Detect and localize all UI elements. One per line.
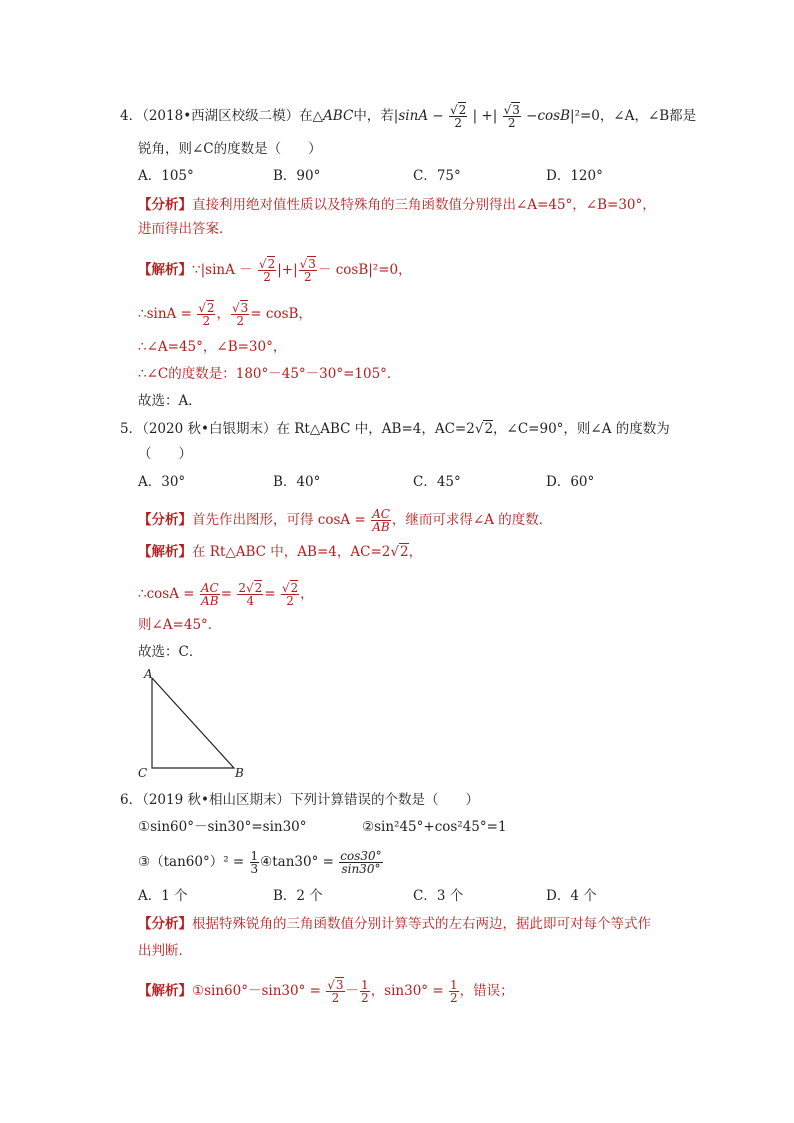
q6-item2: ②sin²45°+cos²45°=1: [362, 819, 507, 835]
q6-item1: ①sin60°－sin30°=sin30°: [138, 819, 307, 835]
q6-item3-frac-1-3: $\frac{1}{3}$: [250, 849, 259, 876]
q4-solution-line2: [138, 302, 312, 327]
q4-sol2-frac-sqrt3: $\frac{√3}{2}$: [231, 301, 249, 328]
q4-sinA: sinA: [398, 108, 429, 124]
q5-option-d: D．60°: [546, 474, 595, 490]
q4-sol1-bars: |+|: [277, 262, 298, 278]
q6-analysis-line1: [138, 914, 651, 934]
q5-sol2-frac-sqrt2-2: $\frac{√2}{2}$: [281, 581, 299, 608]
q4-option-a: A．105°: [138, 168, 194, 184]
q6-solution-line1: [138, 979, 514, 1004]
q4-sol2-comma: ，: [216, 306, 230, 322]
q6-item4-text: ④tan30° =: [260, 854, 334, 870]
q4-option-b: B．90°: [273, 168, 321, 184]
q4-stem-text: 中，若|: [353, 108, 399, 124]
q4-solution-tag: 【解析】: [138, 262, 192, 278]
q4-source: （2018•西湖区校级二模）: [142, 108, 300, 124]
q4-answer: 故选：A．: [138, 393, 202, 409]
q6-option-d: D．4 个: [546, 888, 597, 904]
q6-sol1-mid: ，sin30° =: [370, 983, 444, 999]
q4-fraction-sqrt2-over-2: $\frac{√2}{2}$: [449, 103, 467, 130]
q4-solution-line1: [138, 258, 412, 283]
q6-option-c: C．3 个: [413, 888, 464, 904]
q5-option-a: A．30°: [138, 474, 186, 490]
q6-analysis-line2: 出判断．: [138, 943, 192, 959]
q4-analysis-line1: [138, 195, 656, 215]
q4-sol1-end: － cosB|²=0，: [317, 262, 412, 278]
q4-sol1-text: ∵|sinA －: [192, 262, 253, 278]
q5-triangle-label-a: A: [144, 667, 153, 681]
q6-sol1-minus: －: [345, 983, 360, 999]
q5-sol1-sqrt2: √2: [390, 544, 409, 560]
q5-triangle-figure: [130, 664, 260, 782]
q6-sol1-text: ①sin60°－sin30° =: [192, 983, 321, 999]
q4-number: 4．: [120, 108, 143, 124]
q6-option-b: B．2 个: [273, 888, 323, 904]
q6-stem: [120, 790, 479, 810]
q5-stem-line1: [120, 419, 670, 439]
q5-sol2-frac-2sqrt2-4: $\frac{2√2}{4}$: [238, 581, 263, 608]
q4-stem-text: 在△: [299, 108, 324, 124]
q4-cosB: −cosB: [526, 108, 571, 124]
q5-sqrt2: √2: [474, 421, 494, 437]
q4-analysis-tag: 【分析】: [138, 197, 192, 213]
q5-option-c: C．45°: [413, 474, 461, 490]
q5-analysis: [138, 508, 552, 533]
q4-stem-end: |²=0，∠A，∠B都是: [570, 108, 697, 124]
q5-analysis-tag: 【分析】: [138, 512, 192, 528]
q6-sol1-frac-1-2: $\frac{1}{2}$: [361, 978, 369, 1005]
q4-triangle-name: ABC: [323, 108, 354, 124]
q6-number: 6．: [120, 792, 143, 808]
q4-analysis-text: 直接利用绝对值性质以及特殊角的三角函数值分别得出∠A=45°，∠B=30°，: [192, 197, 656, 213]
q5-stem-line2: （ ）: [138, 446, 192, 462]
q4-minus: −: [428, 108, 444, 124]
q5-source: （2020 秋•白银期末）: [142, 421, 277, 437]
q5-analysis-end: ，继而可求得∠A 的度数．: [391, 512, 553, 528]
q6-item3-text: ③（tan60°）² =: [138, 854, 245, 870]
q6-stem-text: 下列计算错误的个数是（ ）: [289, 792, 479, 808]
q6-analysis-tag: 【分析】: [138, 916, 192, 932]
q5-analysis-frac-ac-ab: $\frac{AC}{AB}$: [372, 507, 390, 534]
q5-solution-line1: [138, 542, 422, 562]
q4-sol2-text: ∴sinA =: [138, 306, 192, 322]
q5-analysis-text: 首先作出图形，可得 cosA =: [192, 512, 366, 528]
q5-solution-line2: ∴cosA = $\frac{AC}{AB}$ = $\frac{2√2}{4}$ = $\frac{√2}{2}$ ，: [138, 581, 314, 608]
q4-option-d: D．120°: [546, 168, 603, 184]
q5-solution-tag: 【解析】: [138, 544, 192, 560]
q5-number: 5．: [120, 421, 143, 437]
q4-abs-bars: | +|: [472, 108, 498, 124]
q5-sol2-end: ，: [300, 586, 314, 602]
q5-sol2-frac-ac-ab: $\frac{AC}{AB}$: [200, 581, 219, 608]
q5-triangle-label-c: C: [138, 766, 148, 780]
q6-option-a: A．1 个: [138, 888, 188, 904]
q4-sol1-frac-sqrt2: $\frac{√2}{2}$: [258, 257, 276, 284]
q5-triangle-edges: [152, 678, 234, 768]
q4-solution-line4: ∴∠C的度数是：180°－45°－30°=105°．: [138, 366, 401, 382]
q4-option-c: C．75°: [413, 168, 461, 184]
q6-sol1-end: ，错误；: [459, 983, 514, 999]
q5-sol1-end: ，: [408, 544, 423, 560]
q4-stem-line1: [120, 104, 696, 129]
q5-sol2-text: ∴cosA =: [138, 586, 195, 602]
q5-stem-end: ，∠C=90°，则∠A 的度数为: [493, 421, 670, 437]
q5-option-b: B．40°: [273, 474, 321, 490]
q6-items-3-4: [138, 850, 384, 875]
q5-sol1-text: 在 Rt△ABC 中，AB=4，AC=2: [192, 544, 391, 560]
q6-sol1-frac-sqrt3-2: $\frac{√3}{2}$: [327, 978, 344, 1005]
q6-source: （2019 秋•相山区期末）: [142, 792, 290, 808]
q4-analysis-line2: 进而得出答案．: [138, 221, 233, 237]
q4-fraction-sqrt3-over-2: $\frac{√3}{2}$: [503, 103, 520, 130]
q4-solution-line3: ∴∠A=45°，∠B=30°，: [138, 339, 287, 355]
q4-sol2-frac-sqrt2: $\frac{√2}{2}$: [198, 301, 215, 328]
q6-solution-tag: 【解析】: [138, 983, 192, 999]
q6-analysis-text: 根据特殊锐角的三角函数值分别计算等式的左右两边，据此即可对每个等式作: [192, 916, 651, 932]
q4-sol2-end: = cosB，: [250, 306, 312, 322]
q5-solution-line3: 则∠A=45°．: [138, 617, 222, 633]
q4-sol1-frac-sqrt3: $\frac{√3}{2}$: [299, 257, 316, 284]
q6-item4-frac-cos-sin: $\frac{\cos 30^\circ}{\sin 30^\circ}$: [340, 849, 382, 876]
q6-sol1-frac-1-2-b: $\frac{1}{2}$: [449, 978, 458, 1005]
q4-stem-line2: 锐角，则∠C的度数是（ ）: [138, 141, 322, 157]
q5-triangle-label-b: B: [235, 766, 244, 780]
q5-stem-text: 在 Rt△ABC 中，AB=4，AC=2: [276, 421, 475, 437]
q5-answer: 故选：C．: [138, 644, 203, 660]
